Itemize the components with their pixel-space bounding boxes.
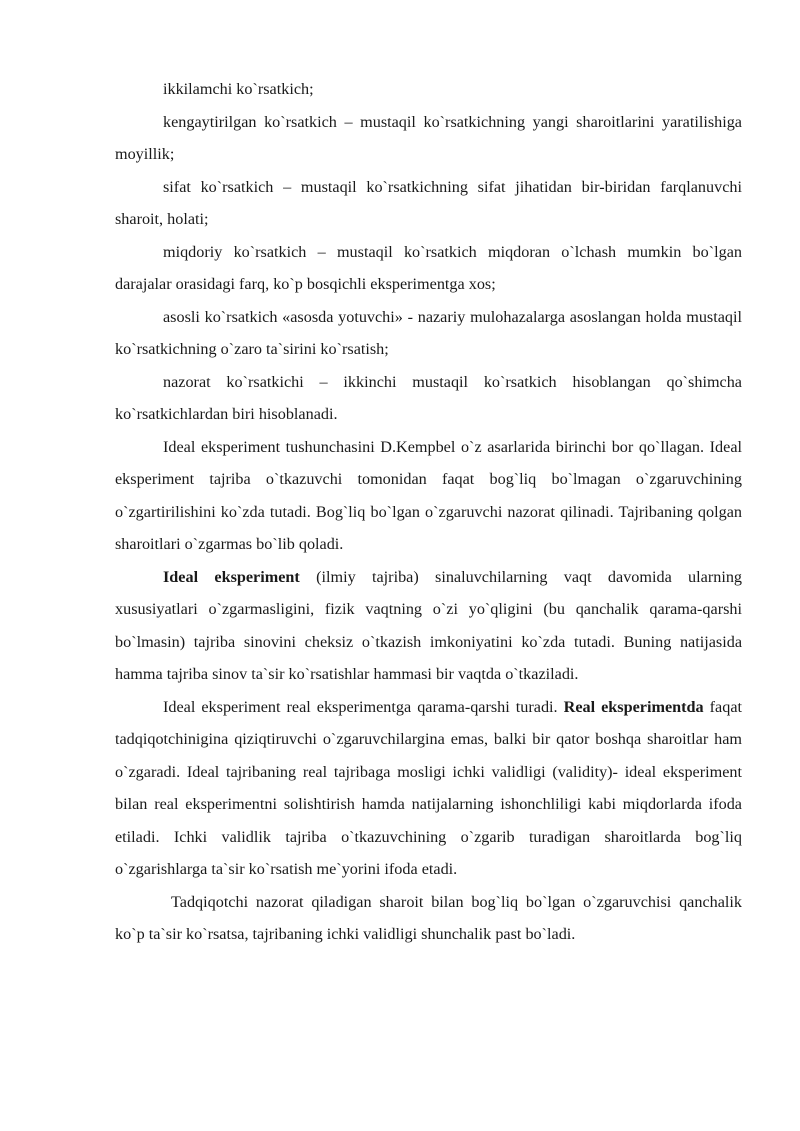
text-segment: nazorat ko`rsatkichi – ikkinchi mustaqil ko`rsatkich hisoblangan qo`shimcha ko`rsatkichlardan biri hisoblanadi. bbox=[115, 372, 742, 423]
text-segment: miqdoriy ko`rsatkich – mustaqil ko`rsatkich miqdoran o`lchash mumkin bo`lgan darajalar orasidagi farq, ko`p bosqichli eksperimentga xos; bbox=[115, 242, 742, 293]
document-body bbox=[115, 73, 742, 951]
paragraph bbox=[115, 301, 742, 366]
text-segment: ikkilamchi ko`rsatkich; bbox=[163, 80, 314, 98]
paragraph bbox=[115, 106, 742, 171]
text-segment: Ideal eksperiment tushunchasini D.Kempbel o`z asarlarida birinchi bor qo`llagan. Ideal eksperiment tajriba o`tkazuvchi tomonidan faqat bog`liq bo`lmagan o`zgaruvchining o`zgartirilishini ko`zda tutadi. Bog`liq bo`lgan o`zgaruvchi nazorat qilinadi. Tajribaning qolgan sharoitlari o`zgarmas bo`lib qoladi. bbox=[115, 437, 742, 553]
bold-text-segment: Ideal eksperiment bbox=[163, 567, 300, 586]
paragraph bbox=[115, 431, 742, 561]
paragraph bbox=[115, 561, 742, 691]
text-segment: Ideal eksperiment real eksperimentga qarama-qarshi turadi. bbox=[163, 697, 564, 716]
paragraph bbox=[115, 366, 742, 431]
text-segment: asosli ko`rsatkich «asosda yotuvchi» - nazariy mulohazalarga asoslangan holda mustaqil ko`rsatkichning o`zaro ta`sirini ko`rsatish; bbox=[115, 307, 742, 358]
paragraph bbox=[115, 886, 742, 951]
bold-text-segment: Real eksperimentda bbox=[563, 697, 704, 716]
text-segment: kengaytirilgan ko`rsatkich – mustaqil ko`rsatkichning yangi sharoitlarini yaratilishiga moyillik; bbox=[115, 112, 742, 163]
paragraph bbox=[115, 236, 742, 301]
paragraph bbox=[115, 171, 742, 236]
text-segment: (ilmiy tajriba) sinaluvchilarning vaqt davomida ularning xususiyatlari o`zgarmasligini, fizik vaqtning o`zi yo`qligini (bu qanchalik qarama-qarshi bo`lmasin) tajriba sinovini cheksiz o`tkazish imkoniyatini ko`zda tutadi. Buning natijasida hamma tajriba sinov ta`sir ko`rsatishlar hammasi bir vaqtda o`tkaziladi. bbox=[115, 567, 743, 683]
text-segment: sifat ko`rsatkich – mustaqil ko`rsatkichning sifat jihatidan bir-biridan farqlanuvchi sharoit, holati; bbox=[115, 177, 742, 228]
text-segment: Tadqiqotchi nazorat qiladigan sharoit bilan bog`liq bo`lgan o`zgaruvchisi qanchalik ko`p ta`sir ko`rsatsa, tajribaning ichki validligi shunchalik past bo`ladi. bbox=[115, 892, 742, 943]
paragraph bbox=[115, 691, 742, 886]
text-segment: faqat tadqiqotchinigina qiziqtiruvchi o`zgaruvchilargina emas, balki bir qator boshqa sharoitlar ham o`zgaradi. Ideal tajribaning real tajribaga mosligi ichki validligi (validity)- ideal eksperiment bilan real eksperimentni solishtirish hamda natijalarning ishonchliligi kabi miqdorlarda ifoda etiladi. Ichki validlik tajriba o`tkazuvchining o`zgarib turadigan sharoitlarda bog`liq o`zgarishlarga ta`sir ko`rsatish me`yorini ifoda etadi. bbox=[115, 697, 743, 878]
paragraph bbox=[115, 73, 742, 106]
